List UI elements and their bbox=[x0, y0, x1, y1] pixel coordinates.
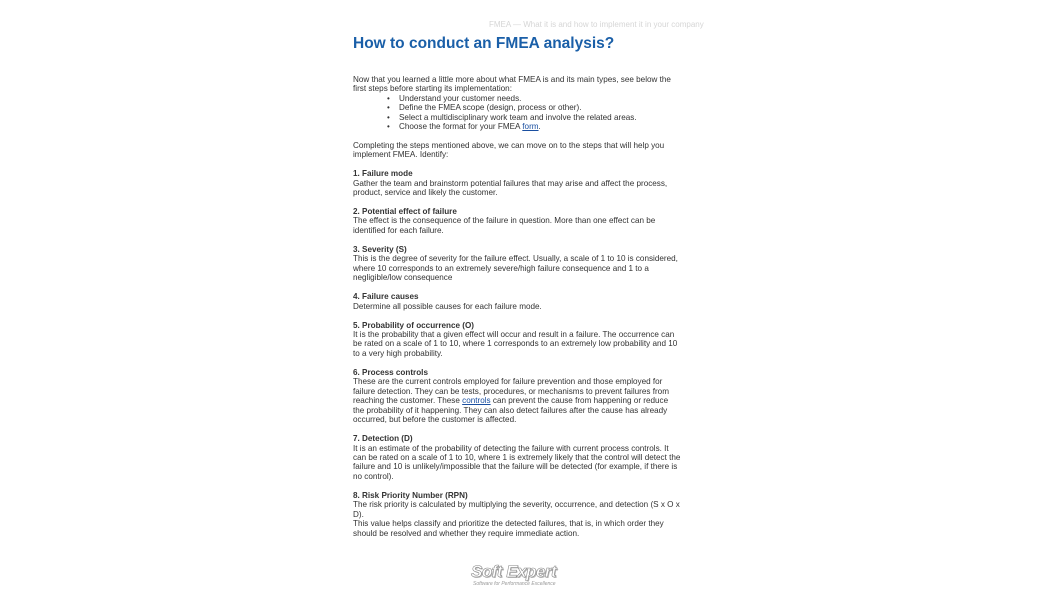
list-item bbox=[391, 122, 681, 131]
list-item: • Understand your customer needs. bbox=[391, 94, 681, 103]
section-body: The risk priority is calculated by multiplying the severity, occurrence, and detection (S x O x D). bbox=[353, 500, 680, 519]
controls-link[interactable]: controls bbox=[462, 396, 491, 406]
section-body: It is the probability that a given effect will occur and result in a failure. The occurrence can be rated on a scale of 1 to 10, where 1 corresponds to an extremely low probability and 10 to a very high probability. bbox=[353, 330, 678, 358]
section-rpn bbox=[353, 491, 681, 538]
section-heading: 4. Failure causes bbox=[353, 292, 419, 302]
section-body: Gather the team and brainstorm potential failures that may arise and affect the process, product, service and likely the customer. bbox=[353, 178, 668, 198]
section-body-text: can prevent the cause from happening or reduce the probability of it happening. They can also detect failures after the cause has already occurred, but before the customer is affected. bbox=[353, 396, 669, 425]
section-failure-causes bbox=[353, 292, 681, 311]
section-process-controls bbox=[353, 368, 681, 425]
list-item: • Select a multidisciplinary work team and involve the related areas. bbox=[391, 113, 681, 122]
section-body: This is the degree of severity for the failure effect. Usually, a scale of 1 to 10 is considered, where 10 corresponds to an extremely severe/high failure consequence and 1 to a negligible/low consequence bbox=[353, 254, 678, 283]
transition-paragraph: Completing the steps mentioned above, we can move on to the steps that will help you implement FMEA. Identify: bbox=[353, 140, 665, 160]
logo-wordmark: Soft Expert bbox=[471, 562, 557, 581]
logo-tagline: Software for Performance Excellence bbox=[473, 581, 556, 587]
section-body: This value helps classify and prioritize the detected failures, that is, in which order they should be resolved and whether they require immediate action. bbox=[353, 519, 664, 538]
section-body-text: These are the current controls employed for failure prevention and those employed for failure detection. They can be tests, procedures, or mechanisms to prevent failures from reaching the customer. These bbox=[353, 377, 669, 406]
section-body bbox=[353, 377, 681, 424]
section-heading: 7. Detection (D) bbox=[353, 434, 413, 444]
form-link[interactable]: form bbox=[522, 122, 539, 132]
section-heading: 3. Severity (S) bbox=[353, 244, 407, 254]
section-heading: 5. Probability of occurrence (O) bbox=[353, 320, 474, 330]
running-header: FMEA — What it is and how to implement it in your company bbox=[489, 20, 704, 29]
intro-paragraph: Now that you learned a little more about what FMEA is and its main types, see below the first steps before starting its implementation: bbox=[353, 75, 671, 94]
softexpert-logo bbox=[471, 562, 581, 594]
section-potential-effect bbox=[353, 207, 681, 235]
section-heading: 2. Potential effect of failure bbox=[353, 206, 457, 216]
section-detection bbox=[353, 434, 681, 481]
list-item-suffix: . bbox=[538, 122, 541, 132]
section-body: Determine all possible causes for each failure mode. bbox=[353, 301, 542, 311]
section-body: The effect is the consequence of the failure in question. More than one effect can be identified for each failure. bbox=[353, 216, 656, 235]
list-item: • Define the FMEA scope (design, process or other). bbox=[391, 103, 681, 112]
document-body bbox=[353, 34, 681, 538]
section-heading: 8. Risk Priority Number (RPN) bbox=[353, 490, 468, 500]
section-heading: 6. Process controls bbox=[353, 367, 428, 377]
page-title: How to conduct an FMEA analysis? bbox=[353, 35, 615, 52]
section-probability bbox=[353, 321, 681, 359]
section-failure-mode bbox=[353, 169, 681, 197]
section-body: It is an estimate of the probability of detecting the failure with current process controls. It can be rated on a scale of 1 to 10, where 1 is extremely likely that the control will detect the failure and 10 is unlikely/impossible that the failure will be detected (for example, if there is no control). bbox=[353, 443, 681, 481]
section-heading: 1. Failure mode bbox=[353, 169, 413, 179]
section-severity bbox=[353, 245, 681, 283]
list-item-text: Choose the format for your FMEA bbox=[399, 122, 521, 132]
prep-steps-list bbox=[353, 94, 681, 132]
